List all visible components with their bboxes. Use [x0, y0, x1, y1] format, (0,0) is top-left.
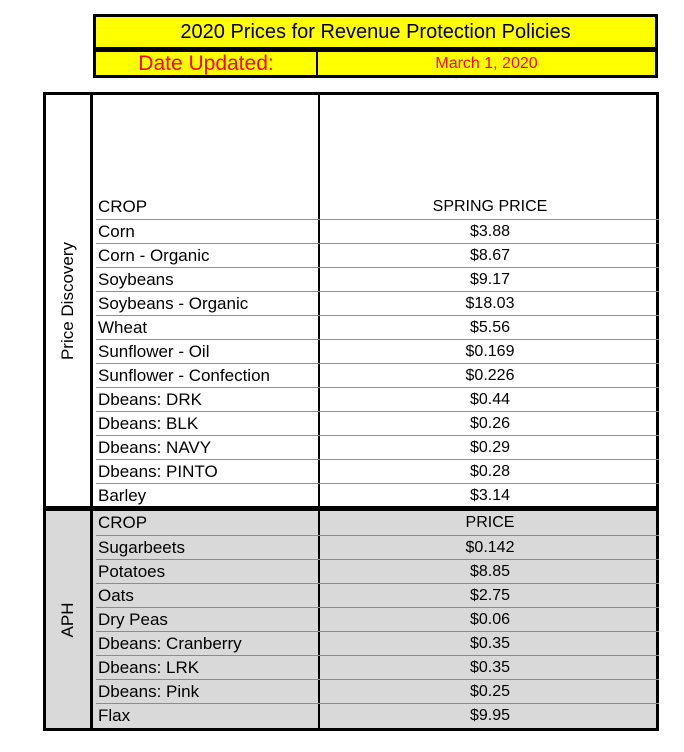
crop-cell: Dbeans: BLK: [98, 414, 199, 433]
table-row: [96, 411, 659, 435]
price-cell: $0.25: [469, 683, 511, 700]
table-row: [96, 631, 659, 655]
crop-cell: Flax: [98, 706, 131, 725]
table-row: [96, 243, 659, 267]
price-cell: $18.03: [465, 295, 515, 312]
price-cell: $0.29: [469, 439, 511, 456]
crop-cell: Corn: [98, 222, 135, 241]
table-row: [96, 267, 659, 291]
crop-column-header: CROP: [98, 513, 148, 532]
price-cell: $0.28: [469, 463, 511, 480]
price-discovery-side-label: [46, 95, 93, 506]
date-label: Date Updated:: [93, 50, 318, 78]
crop-cell: Oats: [98, 586, 134, 605]
table-row: [96, 679, 659, 703]
crop-cell: Dry Peas: [98, 610, 168, 629]
table-row: [96, 363, 659, 387]
price-cell: $0.44: [469, 391, 511, 408]
crop-cell: Wheat: [98, 318, 148, 337]
table-row: [96, 607, 659, 631]
table-row: [96, 703, 659, 727]
price-cell: $9.95: [469, 707, 511, 724]
crop-column-header: CROP: [98, 197, 148, 216]
date-value: March 1, 2020: [318, 50, 658, 78]
price-cell: $0.169: [465, 343, 515, 360]
crop-cell: Soybeans - Organic: [98, 294, 249, 313]
price-cell: $5.56: [469, 319, 511, 336]
crop-cell: Sunflower - Confection: [98, 366, 270, 385]
crop-cell: Dbeans: NAVY: [98, 438, 212, 457]
crop-cell: Dbeans: Pink: [98, 682, 200, 701]
aph-header-row: [96, 511, 659, 535]
table-row: [96, 315, 659, 339]
table-row: [96, 483, 659, 507]
price-discovery-section: [43, 92, 659, 509]
aph-table: [96, 511, 659, 727]
crop-cell: Soybeans: [98, 270, 174, 289]
price-cell: $0.26: [469, 415, 511, 432]
crop-cell: Sunflower - Oil: [98, 342, 210, 361]
crop-cell: Dbeans: DRK: [98, 390, 202, 409]
price-cell: $9.17: [469, 271, 511, 288]
aph-label-text: APH: [58, 602, 77, 637]
crop-cell: Dbeans: PINTO: [98, 462, 218, 481]
table-row: [96, 291, 659, 315]
price-cell: $0.35: [469, 635, 511, 652]
price-cell: $2.75: [469, 587, 511, 604]
crop-cell: Corn - Organic: [98, 246, 210, 265]
crop-cell: Sugarbeets: [98, 538, 185, 557]
price-discovery-label-text: Price Discovery: [58, 241, 77, 360]
price-cell: $0.06: [469, 611, 511, 628]
table-row: [96, 559, 659, 583]
table-row: [96, 339, 659, 363]
date-row: [93, 50, 658, 78]
table-row: [96, 435, 659, 459]
table-row: [96, 655, 659, 679]
price-cell: $0.226: [465, 367, 515, 384]
table-row: [96, 583, 659, 607]
price-cell: $3.14: [469, 487, 511, 504]
table-row: [96, 219, 659, 243]
table-row: [96, 387, 659, 411]
table-row: [96, 459, 659, 483]
crop-cell: Dbeans: LRK: [98, 658, 200, 677]
price-cell: $0.142: [465, 539, 515, 556]
crop-cell: Dbeans: Cranberry: [98, 634, 242, 653]
price-discovery-table: [96, 195, 659, 507]
crop-cell: Potatoes: [98, 562, 166, 581]
price-cell: $8.67: [469, 247, 511, 264]
price-cell: $3.88: [469, 223, 511, 240]
price-column-header: PRICE: [465, 514, 515, 531]
aph-side-label: [46, 511, 93, 728]
price-discovery-header-row: [96, 195, 659, 219]
price-cell: $0.35: [469, 659, 511, 676]
crop-cell: Barley: [98, 486, 147, 505]
table-row: [96, 535, 659, 559]
sheet-title: 2020 Prices for Revenue Protection Policies: [93, 14, 658, 50]
price-cell: $8.85: [469, 563, 511, 580]
aph-section: [43, 508, 659, 731]
spring-price-column-header: SPRING PRICE: [432, 198, 548, 215]
